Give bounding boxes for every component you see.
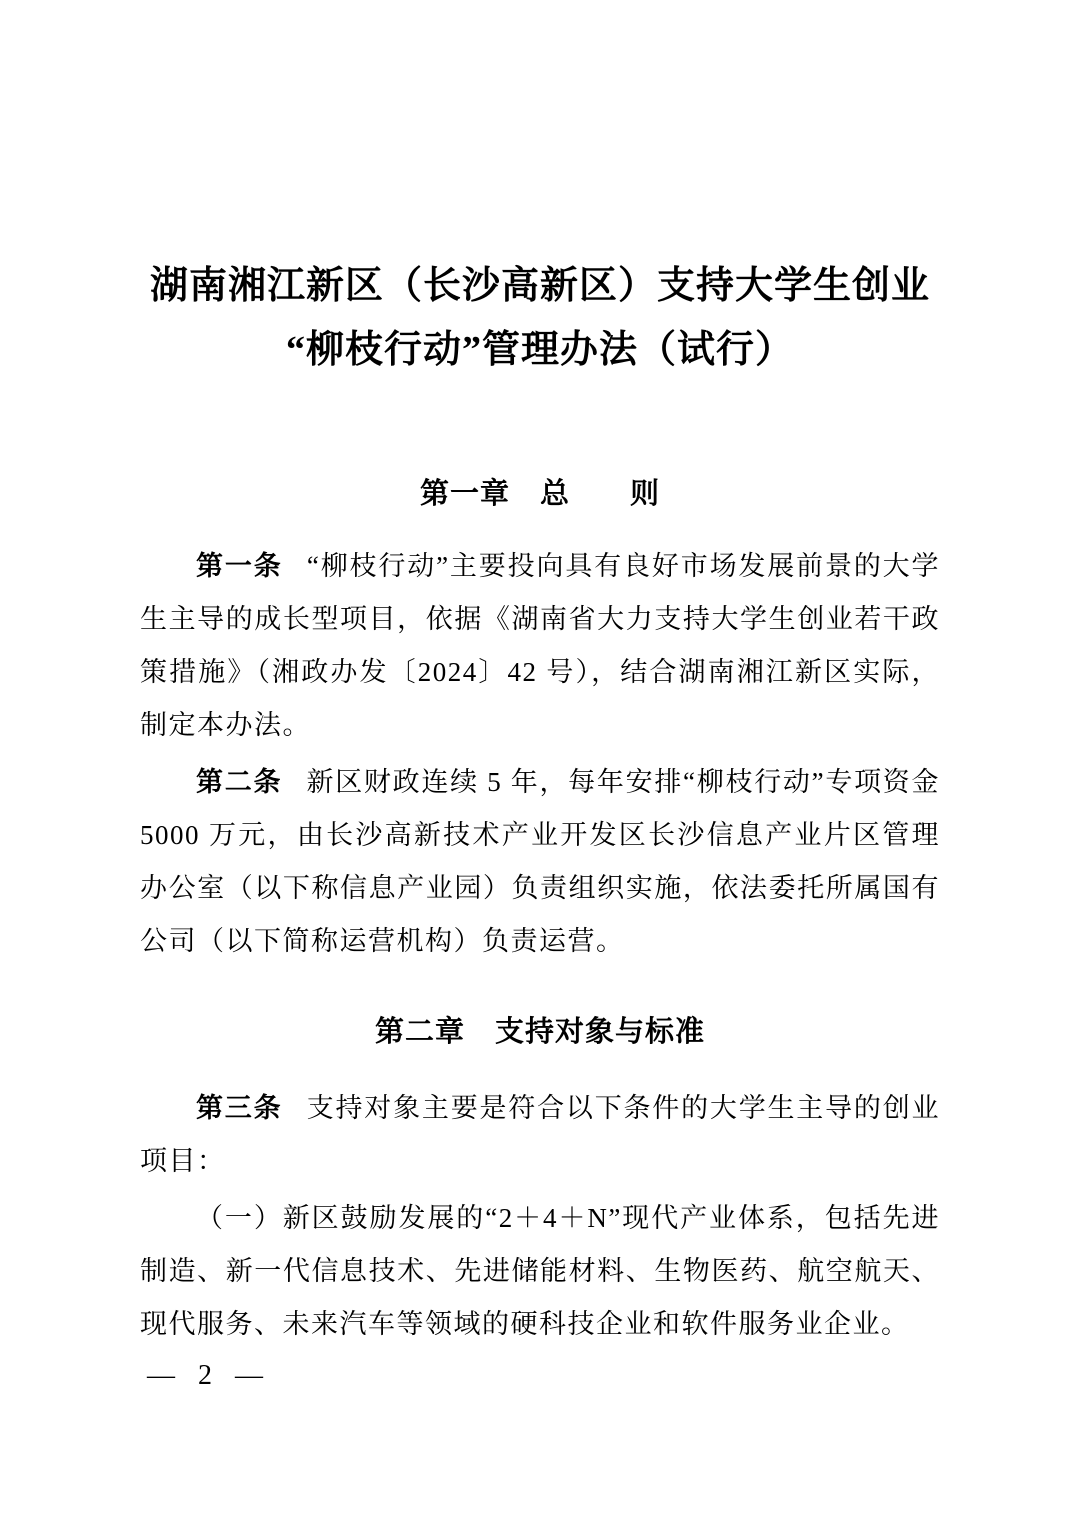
article-2-label: 第二条 — [196, 767, 283, 797]
document-title-line-1: 湖南湘江新区（长沙高新区）支持大学生创业 — [149, 265, 930, 307]
article-2-text: 新区财政连续 5 年，每年安排“柳枝行动”专项资金 5000 万元，由长沙高新技术产业开发区长沙信息产业片区管理办公室（以下称信息产业园）负责组织实施，依法委托所属国有公司（以下简称运营机构）负责运营。 — [140, 767, 941, 956]
article-1-paragraph — [140, 540, 940, 752]
article-3-item-1-text: （一）新区鼓励发展的“2＋4＋N”现代产业体系，包括先进制造、新一代信息技术、先进储能材料、生物医药、航空航天、现代服务、未来汽车等领域的硬科技企业和软件服务业企业。 — [140, 1203, 940, 1339]
article-3-label: 第三条 — [196, 1093, 283, 1123]
article-3-paragraph — [140, 1082, 940, 1188]
chapter-2-heading: 第二章 支持对象与标准 — [374, 1016, 705, 1048]
article-3-item-1-paragraph — [140, 1192, 940, 1351]
article-1-text: “柳枝行动”主要投向具有良好市场发展前景的大学生主导的成长型项目，依据《湖南省大力支持大学生创业若干政策措施》（湘政办发〔2024〕42 号），结合湖南湘江新区实际，制定本办法。 — [140, 551, 941, 740]
article-3-text: 支持对象主要是符合以下条件的大学生主导的创业项目： — [140, 1093, 941, 1176]
article-2-paragraph — [140, 756, 940, 968]
document-content — [140, 0, 940, 1351]
article-1-label: 第一条 — [196, 551, 283, 581]
footer-page-number: — 2 — — [147, 1360, 264, 1391]
document-title — [140, 0, 940, 382]
document-title-line-2: “柳枝行动”管理办法（试行） — [285, 329, 794, 371]
chapter-1-heading: 第一章 总 则 — [419, 478, 660, 510]
